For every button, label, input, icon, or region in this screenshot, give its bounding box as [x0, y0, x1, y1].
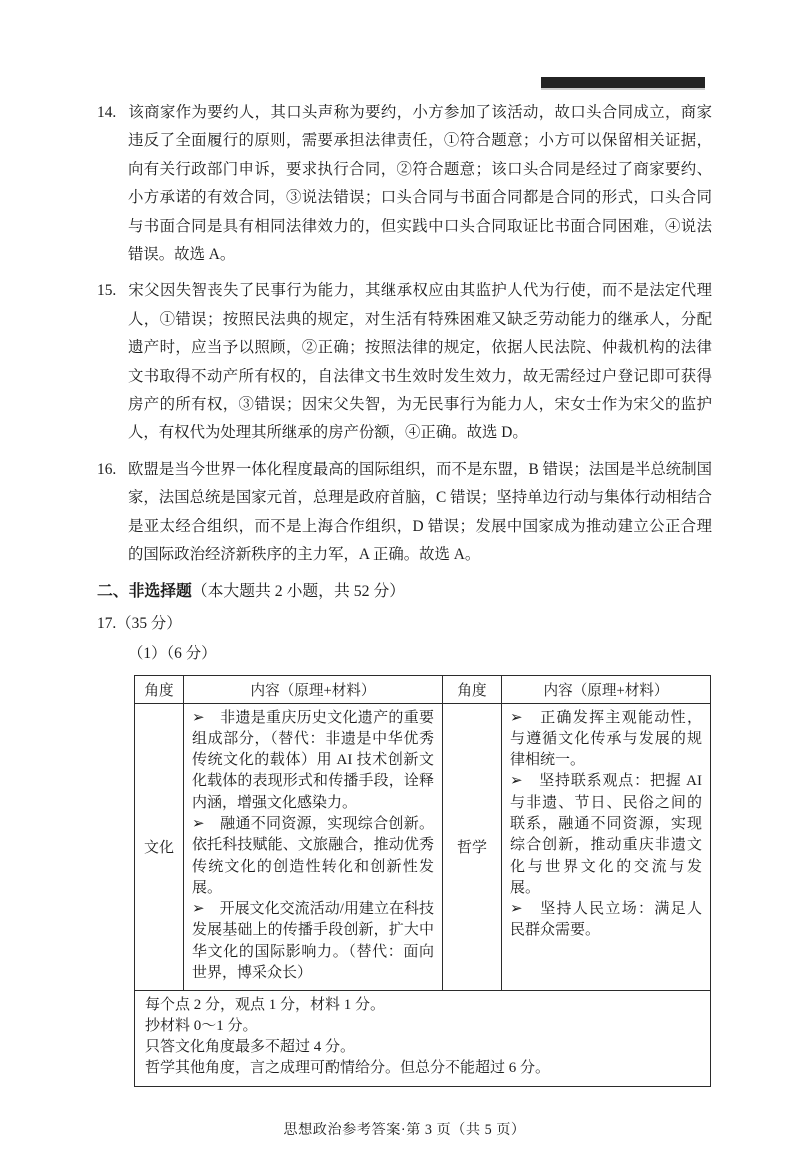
page-footer: 思想政治参考答案·第 3 页（共 5 页） — [283, 1121, 526, 1138]
note-line: 只答文化角度最多不超过 4 分。 — [145, 1038, 356, 1055]
header-content-2: 内容（原理+材料） — [502, 675, 711, 703]
philosophy-content-cell — [502, 703, 711, 991]
note-line: 每个点 2 分，观点 1 分，材料 1 分。 — [145, 997, 386, 1014]
bullet-point: ➢ 开展文化交流活动/用建立在科技发展基础上的传播手段创新，扩大中华文化的国际影响力。（替代：面向世界，博采众长） — [192, 901, 434, 982]
bullet-point: ➢ 正确发挥主观能动性，与遵循文化传承与发展的规律相统一。 — [510, 709, 702, 769]
philosophy-angle-cell: 哲学 — [443, 703, 502, 991]
answer-number: 16. — [97, 460, 117, 478]
note-line: 哲学其他角度，言之成理可酌情给分。但总分不能超过 6 分。 — [145, 1059, 551, 1076]
section-note: （本大题共 2 小题，共 52 分） — [191, 582, 406, 600]
header-angle-2: 角度 — [443, 675, 502, 703]
header-content-1: 内容（原理+材料） — [184, 675, 443, 703]
bullet-point: ➢ 非遗是重庆历史文化遗产的重要组成部分，（替代：非遗是中华优秀传统文化的载体）用 AI 技术创新文化载体的表现形式和传播手段，诠释内涵，增强文化感染力。 — [192, 709, 434, 811]
table-notes-row — [135, 991, 711, 1086]
page-content — [97, 99, 712, 1139]
bullet-point: ➢ 坚持联系观点：把握 AI 与非遗、节日、民俗之间的联系，融通不同资源，实现综合创新，推动重庆非遗文化与世界文化的交流与发展。 — [510, 773, 702, 896]
scoring-notes-cell — [135, 991, 711, 1086]
answer-number: 15. — [97, 282, 117, 300]
note-line: 抄材料 0～1 分。 — [145, 1018, 258, 1035]
culture-content-cell — [184, 703, 443, 991]
answer-text: 该商家作为要约人，其口头声称为要约，小方参加了该活动，故口头合同成立，商家违反了全面履行的原则，需要承担法律责任，①符合题意；小方可以保留相关证据，向有关行政部门申诉，要求执行合同，②符合题意；该口头合同是经过了商家要约、小方承诺的有效合同，③说法错误；口头合同与书面合同都是合同的形式，口头合同与书面合同是具有相同法律效力的，但实践中口头合同取证比书面合同困难，④说法错误。故选 A。 — [128, 104, 712, 264]
culture-angle-cell: 文化 — [135, 703, 184, 991]
bullet-point: ➢ 坚持人民立场：满足人民群众需要。 — [510, 901, 702, 939]
section-title: 二、非选择题 — [97, 582, 192, 600]
redaction-bar — [541, 77, 705, 88]
answer-number: 14. — [97, 104, 117, 121]
table-body-row — [135, 703, 711, 991]
answer-text: 宋父因失智丧失了民事行为能力，其继承权应由其监护人代为行使，而不是法定代理人，①错误；按照民法典的规定，对生活有特殊困难又缺乏劳动能力的继承人，分配遗产时，应当予以照顾，②正确；按照法律的规定，依据人民法院、仲裁机构的法律文书取得不动产所有权的，自法律文书生效时发生效力，故无需经过户登记即可获得房产的所有权，③错误；因宋父失智，为无民事行为能力人，宋女士作为宋父的监护人，有权代为处理其所继承的房产份额，④正确。故选 D。 — [128, 282, 712, 442]
section-heading — [97, 581, 712, 603]
table-header-row — [135, 675, 711, 703]
answer-item-16 — [97, 456, 712, 570]
header-angle-1: 角度 — [135, 675, 184, 703]
question-17-part1-label: （1）（6 分） — [128, 644, 217, 662]
answer-text: 欧盟是当今世界一体化程度最高的国际组织，而不是东盟，B 错误；法国是半总统制国家，法国总统是国家元首，总理是政府首脑，C 错误；坚持单边行动与集体行动相结合是亚太经合组织，而不是上海合作组织，D 错误；发展中国家成为推动建立公正合理的国际政治经济新秩序的主力军，A 正确。故选 A。 — [128, 460, 712, 564]
bullet-point: ➢ 融通不同资源，实现综合创新。依托科技赋能、文旅融合，推动优秀传统文化的创造性转化和创新性发展。 — [192, 815, 434, 896]
answer-item-15 — [97, 277, 712, 447]
scoring-table — [134, 675, 711, 1087]
answer-item-14 — [97, 99, 712, 269]
question-17-label: 17.（35 分） — [97, 614, 182, 632]
